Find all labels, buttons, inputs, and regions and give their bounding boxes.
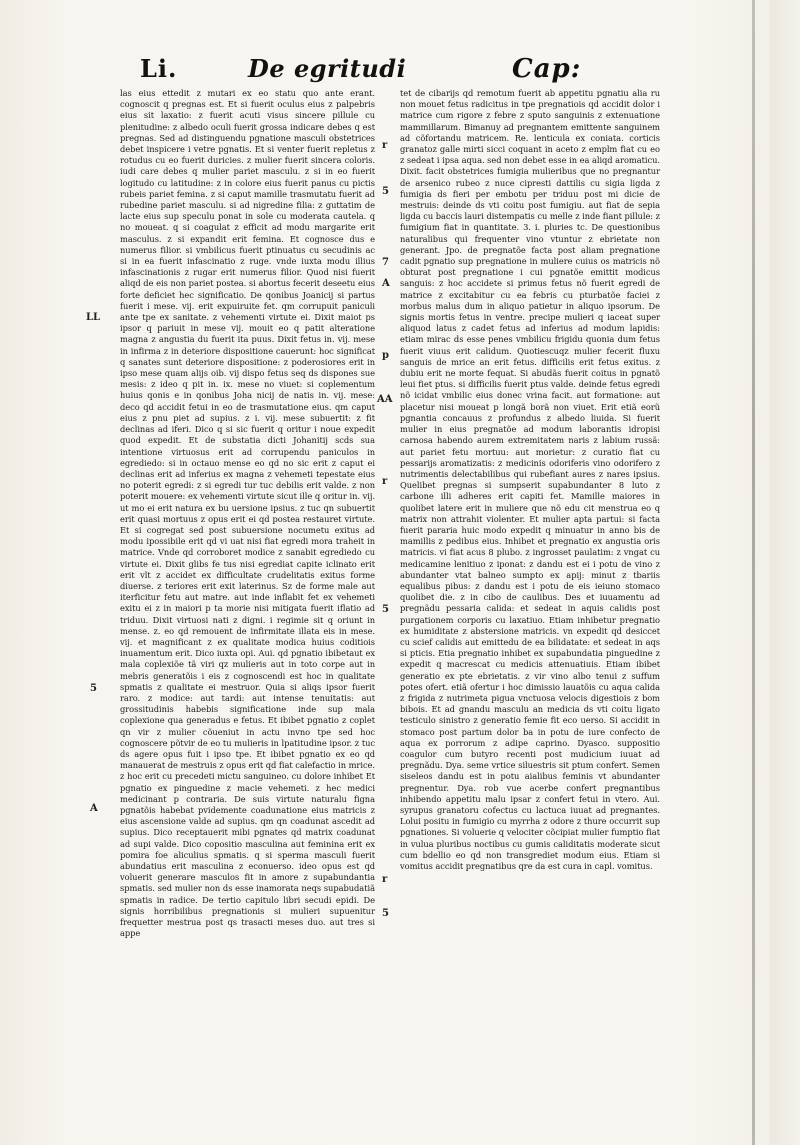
margin-mark: r	[382, 476, 388, 487]
chapter-heading: Cap:	[512, 54, 582, 84]
margin-mark: AA	[377, 394, 393, 405]
text-column-left: las eius ettedit z mutari ex eo statu quo ante erant. cognoscit q pregnas est. Et si fuerit oculus eius z palpebris eius sit laxatio: z fuerit acuti visus sincere pillule cu plenitudine: z albedo oculi fuerit grossa indicare debes q est pregnas. Sed ad distinguendu pgnatione masculi obstetrices debet inspicere i vetre pgnatis. Et si venter fuerit repletus z rotudus cu eo fuerit duricies. z mulier fuerit sincera coloris. iudi care debes q mulier pariet masculu. z si in eo fuerit logitudo cu latitudine: z in colore eius fuerit panus cu pictis rubeis pariet femina. z si caput mamille trasmutatu fuerit ad rubedine pariet masculu. si ad nigredine filia: z guttatim de lacte eius sup speculu ponat in sole cu moderata cautela. q no moueat. q si coagulat z efficit ad modu margarite erit masculus. z si expandit erit femina. Et cognosce dus e numerus filior. si vmbilicus fuerit ptinuatus cu secudinis ac si in ea fuerit infascinatio z ruge. vnde iuxta modu illius infascinationis z rugar erit numerus filior. Quod nisi fuerit aliqd de eis non pariet postea. si abortus fecerit deseetu eius forte deficiet hec significatio. De qonibus Joanicij si partus fuerit i mese. vij. erit expuiruite fet. qm corrupuit paniculi ante tpe ex sanitate. z vehementi virtute ei. Dixit maiot ps ipsor q pariuit in mese vij. mouit eo q patit alteratione magna z angustia du fuerit ita puus. Dixit fetus in. vij. mese in infirma z in deteriore dispositione cauerunt: hoc significat q sanates sunt deteriore dispositione: z poderosiores erit in ipso mese quam alijs oib. vij dispo fetus seq ds dispones sue mesis: z ideo q pit in. ix. mese no viuet: si coplementum huius qonis e in qonibus Joha nicij de natis in. vij. mese: deco qd accidit fetui in eo de trasmutatione eius. qm caput eius z pnu piet ad supius. z i. vij. mese subuertit: z fit declinas ad iferi. Dico q si sic fuerit q oritur i noue expedit quod expedit. Et de substatia dicti Johanitij scds sua intentione virtuosus erit ad corrupendu paniculos in egrediedo: si in octauo mense eo qd no sic erit z caput ei declinas erit ad inferius ex magna z vehemeti tepestate eius no poterit egredi: z si egredi tur tuc debilis erit valde. z non poterit mouere: ex vehementi virtute sicut ille q oritur in. vij. ut mo ei erit natura ex bu uersione ipsius. z tuc qn subuertit erit quasi mortuus z opus erit ei qd postea restauret virtute. Et si cogregat sed post subuersione nocumetu exitus ad modu ipossibile erit qd vi uat nisi fiat egredi mora traheit in matrice. Vnde qd corroboret modice z sanabit egrediedo cu virtute ei. Dixit glibs fe tus nisi egrediat capite iclinato erit erit vlt z accidet ex difficultate crudelitatis exitus forme diuerse. z teriores erit exit laterinus. Sz de forme male aut iterficitur fetu aut matre. aut inde inflabit fet ex vehemeti exitu ei z in maiori p ta morie nisi mitigata fuerit iflatio ad triduu. Dixit virtuosi nati z digni. i regimie sit q oriunt in mense. z. eo qd remouent de infirmitate illata eis in mese. vij. et magnificant z ex qualitate modica huius coditiois inuamentum erit. Dico iuxta opi. Aui. qd pgnatio ibibetaut ex mala coplexiõe tã viri qz mulieris aut in toto corpe aut in mebris generatõis i eis z cognoscendi est hoc in qualitate spmatis z qualitate ei mestruor. Quia si aliqs ipsor fuerit raro. z modice: aut tardi: aut intense tenuitatis: aut grossitudinis habebis significatione inde sup mala coplexione qua generadus e fetus. Et ibibet pgnatio z coplet qn vir z mulier cõueniut in actu invno tpe sed hoc cognoscere põtvir de eo tu mulieris in lpatitudine ipsor. z tuc ds agere opus fuit i ipso tpe. Et ibibet pgnatio ex eo qd manauerat de mestruis z opus erit qd fiat calefactio in mrice. z hoc erit cu precedeti mictu sanguineo. cu dolore inhibet Et pgnatio ex pinguedine z macie vehemeti. z hec medici medicinant p contraria. De suis virtute naturalu figna pgnatõis habebat pvidemente coadunatione eius matricis z eius ascensione valde ad supius. qm qn coadunat ascedit ad supius. Dico receptauerit mibi pgnates qd matrix coadunat ad supi valde. Dico copositio masculina aut feminina erit ex pomira foe aliculius spmatis. q si sperma masculi fuerit abundatius erit masculina z econuerso. ideo opus est qd voluerit generare masculos fit in amore z supabundantia spmatis. sed mulier non ds esse inamorata neqs supabudatiã spmatis in radice. De tertio capitulo libri secudi epidi. De signis horribilibus pregnationis si mulieri supuenitur frequetter mestrua post qs trasacti meses duo. aut tres si appe	[120, 88, 378, 939]
page-gutter-edge	[752, 0, 755, 1145]
folio-number: Li.	[140, 54, 178, 83]
margin-mark: 7	[382, 257, 389, 268]
page-margin-strip	[770, 0, 800, 1145]
margin-mark: 5	[382, 604, 389, 615]
margin-mark: r	[382, 874, 388, 885]
margin-mark: A	[382, 278, 390, 289]
margin-mark: LL	[86, 312, 101, 323]
margin-mark: 5	[382, 186, 389, 197]
margin-mark: r	[382, 140, 388, 151]
text-column-right: tet de cibarijs qd remotum fuerit ab appetitu pgnatiu alia ru non mouet fetus radicitus in tpe pregnatiois qd accidit dolor i matrice cum rigore z febre z sputo sanguinis z extenuatione mammillarum. Bimanuy ad pregnantem emittente sanguinem ad cõfortandu matricem. Re. lenticula ex coniata. corticis granatoz galle mirti sicci coquant in aceto z emplm fiat cu eo z sedeat i ipsa aqua. sed non debet esse in ea aliqd aromaticu. Dixit. facit obstetrices fumigia mulieribus que no pregnantur de arsenico rubeo z nuce cipresti dattilis cu sigia ligda z fumigia ds fieri per embotu per triduu post mi dicie de mestruis: deinde ds vti coitu post fumigiu. aut fiat de sepia ligda cu baccis lauri distempatis cu melle z inde fiant pillule: z fumigium fiat in quantitate. 3. i. pluries tc. De questionibus naturalibus qui frequenter vino vtuntur z ebrietate non generant. Jpo. de pregnatõe facta post aliam pregnatione cadit pgnatio sup pregnatione in muliere cuius os matricis nõ obturat post pregnatione i cui pgnatõe emittit modicus sanguis: z hoc accidete si primus fetus nõ fuerit egredi de matrice z excitabitur cu ea febris cu pturbatõe faciei z morbus malus dum in aliquo patietur in aliquo ipsorum. De signis mortis fetus in ventre. precipe mulieri q iaceat super aliquod latus z cadet fetus ad inferius ad modum lapidis: etiam mirac ds esse penes vmbilicu frigidu quonia dum fetus fuerit viuus erit calidum. Quotiescuqz mulier fecerit fluxu sanguis de mrice an erit fetus. difficilis erit fetus exitus. z dubiu erit ne morte fequat. Si abudãs fuerit coitus in pgnatõ leui fiet ptus. si difficilis fuerit ptus valde. deinde fetus egredi nõ icidat vmbilic eius donec vrina facit. aut formatione: aut placetur nisi moueat p longã borã non viuet. Erit etiã eorũ pgnantia concauus z profundus z albedo liuida. Si fuerit mulier in eius pregnatõe ad modum laborantis idropisi carnosa habendo aurem extremitatem naris z labium russã: aut pariet fetu mortuu: aut morietur: z curatio fiat cu pessarijs aromatizatis: z medicinis odoriferis vino odorifero z nutrimentis delectabilibus qui rubefiant aures z nares ipsius. Quelibet pregnas si sumpserit supabundanter 8 luto z carbone illi adheres erit capiti fet. Mamille maiores in quolibet latere erit in muliere que nõ edu cit menstrua eo q matrix non attrahit violenter. Et mulier apta partui: si facta fuerit pararia huic modo expedit q minuatur in anno bis de mamillis z pedibus eius. Inhibet et pregnatio ex angustia oris matricis. vi fiat acus 8 plubo. z ingrosset paulatim: z vngat cu medicamine lenitiuo z iponat: z dandu est ei i potu de vino z abundanter vtat balneo sumpto ex apij: minut z tbariis equalibus pibus: z dandu est i potu de eis ieiuno stomaco quolibet die. z in cibo de caulibus. Des et iuuamentu ad pregnãdu pessaria calida: et sedeat in aquis calidis post purgationem corporis cu laxatiuo. Etiam inhibetur pregnatio ex humiditate z abstersione matricis. vn expedit qd desiccet cu scief calidis aut emittedu de ea bilidatate: et sedeat in aqs si pticis. Etia pregnatio inhibet ex supabundatia pinguedine z expedit q macrescat cu medicis attenuatiuis. Etiam ibibet generatio ex pte ebrietatis. z vir vino albo tenui z suffum potes ofert. etiã ofertur i hoc dimissio lauatõis cu aqua calida z frigida z nutrimeta pigua vnctuosa velocis digestiois z bom bibois. Et ad gnandu masculu an medicia ds vti coitu ligato testiculo sinistro z generatio femie fit eco uerso. Si accidit in stomaco post partum dolor ba in potu de iure confecto de aqua ex porrorum z adipe caprino. Dyasco. suppositio coagulor cum butyro recenti post mudicium iuuat ad pregnãdu. Dya. seme vrtice siluestris sit ptum confert. Semen siseleos dandu est in potu aialibus feminis vt abundanter pregnentur. Dya. rob vue acerbe confert pregnantibus inhibendo appetitu malu ipsar z confert fetui in vtero. Aui. syrupus granatoru cofectus cu lactuca iuuat ad pregnantes. Lolui positu in fumigio cu myrrha z odore z thure occurrit sup pgnationes. Si voluerie q velociter cõcipiat mulier fumptio fiat in vulua pluribus noctibus cu gumis caliditatis moderate sicut cum bdellio eo qd non transgrediet modum eius. Etiam si vomitus accidit pregnatibus qre da est cura in capl. vomitus.	[400, 88, 663, 872]
margin-mark: 5	[382, 908, 389, 919]
margin-mark: 5	[90, 683, 97, 694]
margin-mark: A	[90, 803, 98, 814]
running-title: De egritudi	[248, 54, 407, 83]
margin-mark: p	[382, 350, 389, 361]
